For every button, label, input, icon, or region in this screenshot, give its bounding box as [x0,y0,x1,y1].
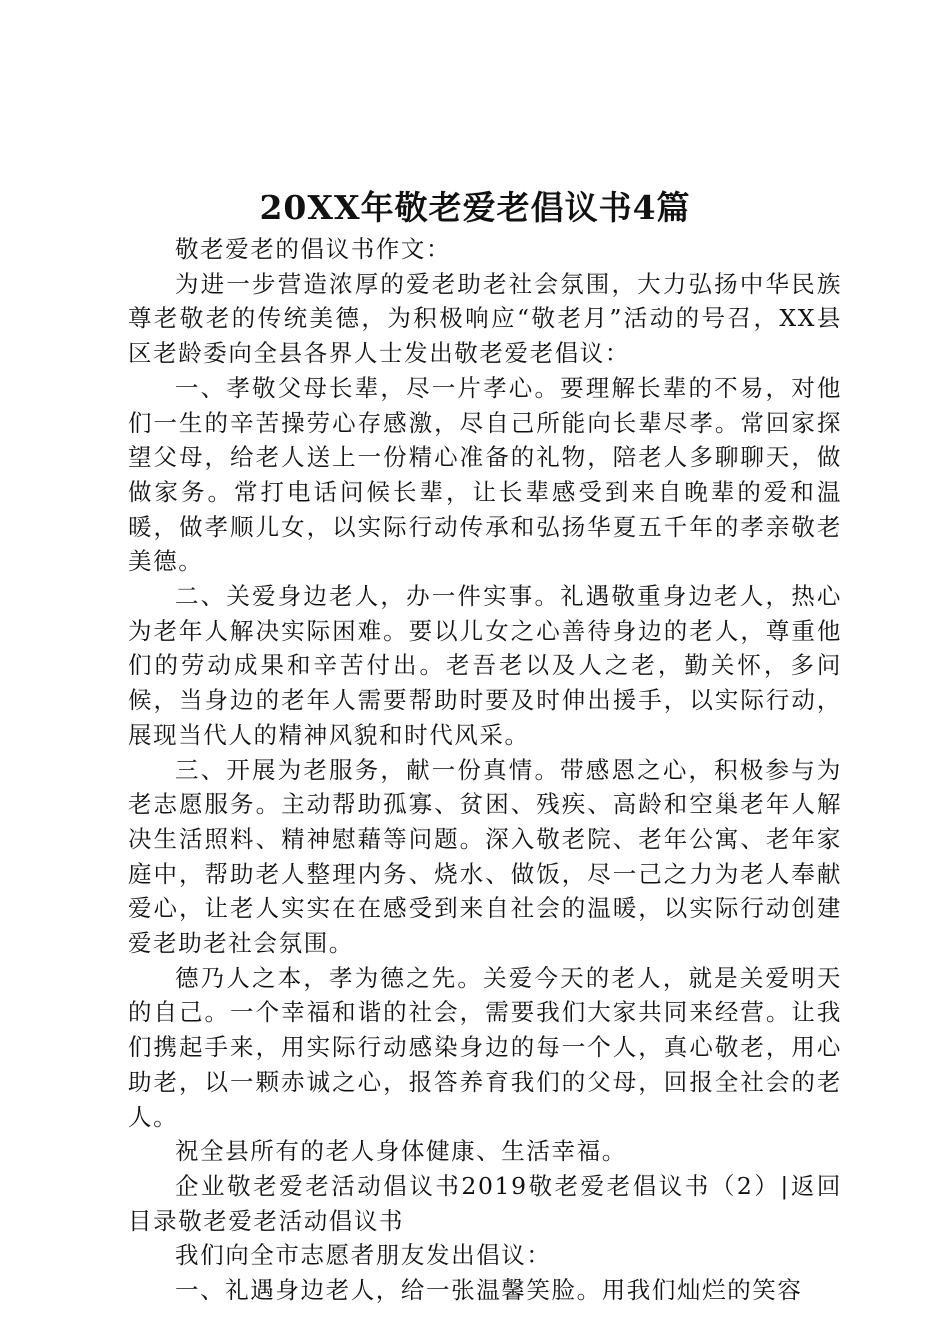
document-title: 20XX年敬老爱老倡议书4篇 [259,188,691,227]
paragraph-preamble: 为进一步营造浓厚的爱老助老社会氛围，大力弘扬中华民族尊老敬老的传统美德，为积极响应“敬老月”活动的号召，XX县区老龄委向全县各界人士发出敬老爱老倡议： [128,269,842,368]
paragraph-navigation: 企业敬老爱老活动倡议书2019敬老爱老倡议书（2）|返回目录敬老爱老活动倡议书 [128,1171,842,1235]
paragraph-intro: 敬老爱老的倡议书作文： [175,235,452,263]
document-body [128,232,842,1308]
paragraph-conclusion: 德乃人之本，孝为德之先。关爱今天的老人，就是关爱明天的自己。一个幸福和谐的社会，需要我们大家共同来经营。让我们携起手来，用实际行动感染身边的每一个人，真心敬老，用心助老，以一颗赤诚之心，报答养育我们的父母，回报全社会的老人。 [128,963,842,1131]
paragraph-second-point-one: 一、礼遇身边老人，给一张温馨笑脸。用我们灿烂的笑容 [175,1276,803,1305]
paragraph-second-intro: 我们向全市志愿者朋友发出倡议： [175,1241,552,1270]
paragraph-point-three: 三、开展为老服务，献一份真情。带感恩之心，积极参与为老志愿服务。主动帮助孤寡、贫困、残疾、高龄和空巢老年人解决生活照料、精神慰藉等问题。深入敬老院、老年公寓、老年家庭中，帮助老人整理内务、烧水、做饭，尽一己之力为老人奉献爱心，让老人实实在在感受到来自社会的温暖，以实际行动创建爱老助老社会氛围。 [128,755,842,958]
paragraph-point-one: 一、孝敬父母长辈，尽一片孝心。要理解长辈的不易，对他们一生的辛苦操劳心存感激，尽自己所能向长辈尽孝。常回家探望父母，给老人送上一份精心准备的礼物，陪老人多聊聊天，做做家务。常打电话问候长辈，让长辈感受到来自晚辈的爱和温暖，做孝顺儿女，以实际行动传承和弘扬华夏五千年的孝亲敬老美德。 [128,373,842,576]
paragraph-blessing: 祝全县所有的老人身体健康、生活幸福。 [175,1137,627,1166]
paragraph-point-two: 二、关爱身边老人，办一件实事。礼遇敬重身边老人，热心为老年人解决实际困难。要以儿女之心善待身边的老人，尊重他们的劳动成果和辛苦付出。老吾老以及人之老，勤关怀，多问候，当身边的老年人需要帮助时要及时伸出援手，以实际行动，展现当代人的精神风貌和时代风采。 [128,582,842,749]
